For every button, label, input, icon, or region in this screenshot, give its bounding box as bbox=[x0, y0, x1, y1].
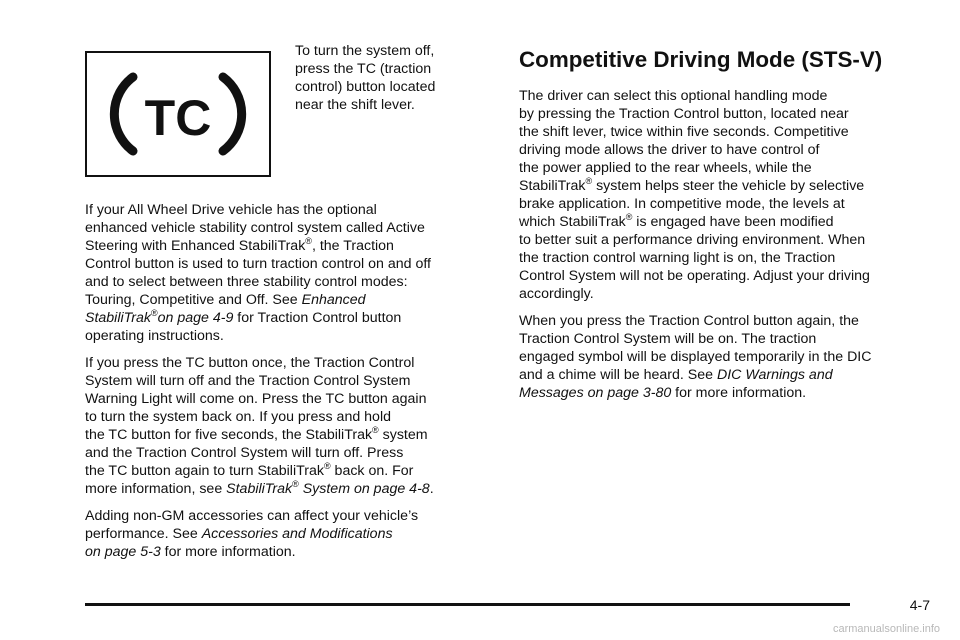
cross-reference-link[interactable]: Messages on page 3-80 bbox=[519, 385, 672, 401]
registered-mark: ® bbox=[150, 308, 158, 318]
text-line: and to select between three stability control modes: bbox=[85, 274, 408, 290]
text-line: brake application. In competitive mode, the levels at bbox=[519, 196, 845, 212]
text-line: StabiliTrak bbox=[519, 178, 586, 194]
paragraph-accessories bbox=[85, 507, 485, 561]
cross-reference-link[interactable]: DIC Warnings and bbox=[716, 367, 833, 383]
site-watermark: carmanualsonline.info bbox=[832, 623, 940, 635]
cross-reference-link[interactable]: on page 4-9 bbox=[157, 310, 234, 326]
text-line: If your All Wheel Drive vehicle has the optional bbox=[85, 202, 377, 218]
text-line: engaged symbol will be displayed temporarily in the DIC bbox=[519, 349, 872, 365]
text-line: system helps steer the vehicle by selective bbox=[592, 178, 865, 194]
icon-caption bbox=[295, 42, 495, 114]
caption-line: control) button located bbox=[295, 79, 436, 95]
caption-line: near the shift lever. bbox=[295, 97, 415, 113]
text-line: If you press the TC button once, the Traction Control bbox=[85, 355, 415, 371]
text-line: , the Traction bbox=[311, 238, 394, 254]
registered-mark: ® bbox=[292, 479, 299, 489]
caption-line: press the TC (traction bbox=[295, 61, 432, 77]
registered-mark: ® bbox=[585, 176, 593, 186]
text-line: by pressing the Traction Control button, located near bbox=[519, 106, 849, 122]
page-number: 4-7 bbox=[909, 597, 930, 613]
text-line: Control System will not be operating. Adjust your driving bbox=[519, 268, 870, 284]
registered-mark: ® bbox=[372, 425, 379, 435]
text-line: to turn the system back on. If you press and hold bbox=[85, 409, 391, 425]
text-line: system bbox=[378, 427, 428, 443]
text-line: operating instructions. bbox=[85, 328, 224, 344]
paragraph-competitive-mode bbox=[519, 87, 919, 303]
text-line: When you press the Traction Control button again, the bbox=[519, 313, 859, 329]
paragraph-dic-message bbox=[519, 312, 919, 402]
section-heading: Competitive Driving Mode (STS-V) bbox=[519, 47, 883, 72]
paragraph-tc-button bbox=[85, 354, 485, 498]
tc-icon-label: TC bbox=[144, 90, 212, 146]
text-line: the traction control warning light is on, the Traction bbox=[519, 250, 836, 266]
registered-mark: ® bbox=[625, 212, 633, 222]
text-line: Adding non-GM accessories can affect your vehicle’s bbox=[85, 508, 419, 524]
text-line: for more information. bbox=[160, 544, 296, 560]
text-line: System will turn off and the Traction Control System bbox=[85, 373, 411, 389]
text-line: Control button is used to turn traction control on and off bbox=[85, 256, 431, 272]
left-column bbox=[85, 201, 485, 570]
text-line: Warning Light will come on. Press the TC button again bbox=[85, 391, 427, 407]
caption-line: To turn the system off, bbox=[295, 43, 435, 59]
registered-mark: ® bbox=[323, 461, 331, 471]
text-line: Steering with Enhanced StabiliTrak bbox=[85, 238, 306, 254]
text-line: for Traction Control button bbox=[233, 310, 402, 326]
cross-reference-link[interactable]: StabiliTrak bbox=[85, 310, 151, 326]
text-line: the TC button again to turn StabiliTrak bbox=[85, 463, 324, 479]
cross-reference-link[interactable]: on page 5-3 bbox=[85, 544, 161, 560]
text-line: and a chime will be heard. See bbox=[519, 367, 717, 383]
paragraph-awd-traction bbox=[85, 201, 485, 345]
text-line: more information, see bbox=[85, 481, 227, 497]
text-line: is engaged have been modified bbox=[632, 214, 834, 230]
text-line: which StabiliTrak bbox=[519, 214, 626, 230]
text-line: for more information. bbox=[671, 385, 807, 401]
text-line: The driver can select this optional handling mode bbox=[519, 88, 828, 104]
registered-mark: ® bbox=[305, 236, 312, 246]
text-line: accordingly. bbox=[519, 286, 594, 302]
cross-reference-link[interactable]: System on page 4-8 bbox=[298, 481, 430, 497]
text-line: performance. See bbox=[85, 526, 202, 542]
text-line: Traction Control System will be on. The traction bbox=[519, 331, 817, 347]
right-column bbox=[519, 87, 919, 411]
traction-control-warning-icon bbox=[87, 53, 269, 175]
text-line: enhanced vehicle stability control system called Active bbox=[85, 220, 425, 236]
text-line: Touring, Competitive and Off. See bbox=[85, 292, 302, 308]
text-line: to better suit a performance driving environment. When bbox=[519, 232, 866, 248]
text-line: and the Traction Control System will turn off. Press bbox=[85, 445, 404, 461]
text-line: the shift lever, twice within five seconds. Competitive bbox=[519, 124, 849, 140]
text-line: the TC button for five seconds, the StabiliTrak bbox=[85, 427, 373, 443]
text-line: driving mode allows the driver to have control of bbox=[519, 142, 820, 158]
cross-reference-link[interactable]: Enhanced bbox=[301, 292, 366, 308]
text-line: the power applied to the rear wheels, while the bbox=[519, 160, 812, 176]
footer-rule bbox=[85, 603, 850, 606]
cross-reference-link[interactable]: Accessories and Modifications bbox=[201, 526, 393, 542]
cross-reference-link[interactable]: StabiliTrak bbox=[226, 481, 293, 497]
traction-control-icon-box bbox=[85, 51, 271, 177]
text-line: . bbox=[429, 481, 434, 497]
text-line: back on. For bbox=[330, 463, 414, 479]
